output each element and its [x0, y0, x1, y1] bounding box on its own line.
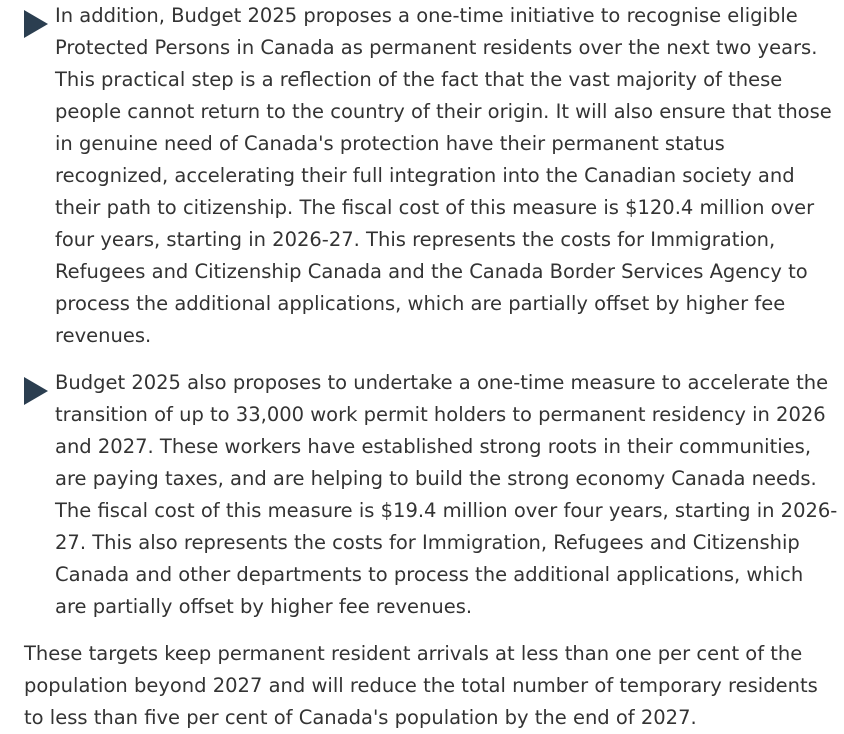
bullet-text: Budget 2025 also proposes to undertake a one-time measure to accelerate the transition of up to 33,000 work permit holders to permanent residency in 2026 and 2027. These workers have established strong roots in their communities, are paying taxes, and are helping to build the strong economy Canada needs. The fiscal cost of this measure is $19.4 million over four years, starting in 2026-27. This also represents the costs for Immigration, Refugees and Citizenship Canada and other departments to process the additional applications, which are partially offset by higher fee revenues. [55, 371, 838, 618]
list-item [0, 367, 844, 623]
triangle-right-bullet-icon [24, 10, 48, 38]
bullet-text: In addition, Budget 2025 proposes a one-time initiative to recognise eligible Protected Persons in Canada as permanent residents over the next two years. This practical step is a reflection of the fact that the vast majority of these people cannot return to the country of their origin. It will also ensure that those in genuine need of Canada's protection have their permanent status recognized, accelerating their full integration into the Canadian society and their path to citizenship. The fiscal cost of this measure is $120.4 million over four years, starting in 2026-27. This represents the costs for Immigration, Refugees and Citizenship Canada and the Canada Border Services Agency to process the additional applications, which are partially offset by higher fee revenues. [55, 4, 832, 347]
closing-paragraph: These targets keep permanent resident arrivals at less than one per cent of the population beyond 2027 and will reduce the total number of temporary residents to less than five per cent of Canada's population by the end of 2027. [24, 642, 818, 729]
triangle-right-bullet-icon [24, 377, 48, 405]
list-item [0, 0, 844, 352]
